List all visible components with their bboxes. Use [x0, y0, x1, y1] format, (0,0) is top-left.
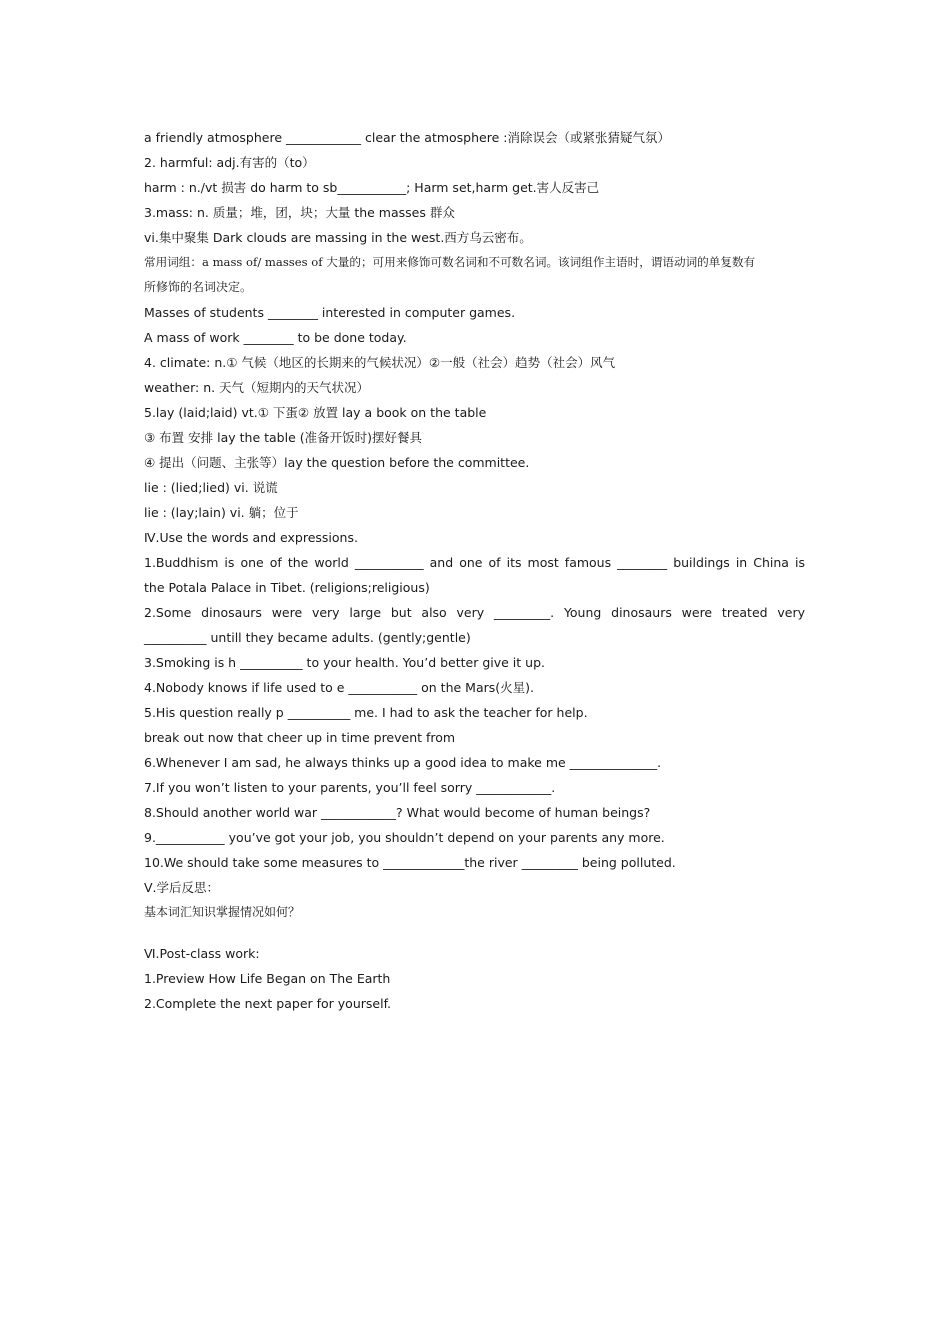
text-line: 7.If you won’t listen to your parents, you’ll feel sorry ____________. — [144, 780, 556, 795]
text-line: 1.Preview How Life Began on The Earth — [144, 971, 391, 986]
text-line: harm : n./vt 损害 do harm to sb___________; Harm set,harm get.害人反害己 — [144, 180, 600, 195]
text-line: 10.We should take some measures to _____________the river _________ being polluted. — [144, 855, 676, 870]
text-line: 常用词组：a mass of/ masses of 大量的；可用来修饰可数名词和不可数名词。该词组作主语时，谓语动词的单复数有 — [144, 255, 756, 269]
text-line: __________ untill they became adults. (gently;gentle) — [144, 630, 471, 645]
text-line: ④ 提出（问题、主张等）lay the question before the committee. — [144, 455, 530, 470]
spacer — [144, 925, 805, 941]
text-line: 1.Buddhism is one of the world ___________ and one of its most famous ________ buildings in China is — [144, 555, 805, 570]
text-line: 基本词汇知识掌握情况如何？ — [144, 905, 301, 919]
text-line: a friendly atmosphere ____________ clear the atmosphere :消除误会（或紧张猜疑气氛） — [144, 130, 670, 145]
text-line: the Potala Palace in Tibet. (religions;religious) — [144, 580, 430, 595]
text-line: 6.Whenever I am sad, he always thinks up a good idea to make me ______________. — [144, 755, 662, 770]
text-line: 3.Smoking is h __________ to your health. You’d better give it up. — [144, 655, 545, 670]
document-body — [144, 125, 805, 1016]
text-line: 2.Some dinosaurs were very large but also very _________. Young dinosaurs were treated very — [144, 605, 805, 620]
text-line: lie : (lay;lain) vi. 躺；位于 — [144, 505, 299, 520]
text-line: 2. harmful: adj.有害的（to） — [144, 155, 315, 170]
text-line: vi.集中聚集 Dark clouds are massing in the west.西方乌云密布。 — [144, 230, 532, 245]
text-line: 9.___________ you’ve got your job, you shouldn’t depend on your parents any more. — [144, 830, 665, 845]
section-heading: Ⅳ.Use the words and expressions. — [144, 530, 358, 545]
text-line: A mass of work ________ to be done today. — [144, 330, 407, 345]
text-line: 4.Nobody knows if life used to e ___________ on the Mars(火星). — [144, 680, 534, 695]
section-heading: Ⅵ.Post-class work: — [144, 946, 260, 961]
text-line: 5.His question really p __________ me. I had to ask the teacher for help. — [144, 705, 588, 720]
text-line: lie : (lied;lied) vi. 说谎 — [144, 480, 278, 495]
text-line: 2.Complete the next paper for yourself. — [144, 996, 392, 1011]
text-line: ③ 布置 安排 lay the table (准备开饭时)摆好餐具 — [144, 430, 423, 445]
text-line: Masses of students ________ interested in computer games. — [144, 305, 516, 320]
text-line: 所修饰的名词决定。 — [144, 280, 253, 294]
text-line: 8.Should another world war ____________? What would become of human beings? — [144, 805, 651, 820]
text-line: 4. climate: n.① 气候（地区的长期来的气候状况）②一般（社会）趋势（社会）风气 — [144, 355, 616, 370]
text-line: 5.lay (laid;laid) vt.① 下蛋② 放置 lay a book on the table — [144, 405, 487, 420]
text-line: 3.mass: n. 质量；堆，团，块；大量 the masses 群众 — [144, 205, 455, 220]
text-line: weather: n. 天气（短期内的天气状况） — [144, 380, 370, 395]
word-bank: break out now that cheer up in time prevent from — [144, 730, 456, 745]
section-heading: Ⅴ.学后反思： — [144, 880, 220, 895]
